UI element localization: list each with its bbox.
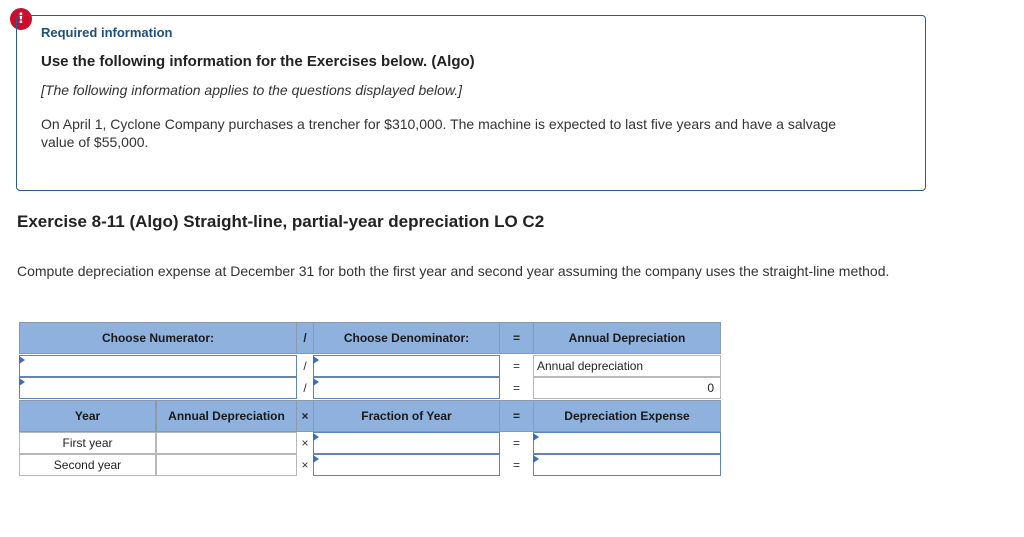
annual-depreciation-value: 0 — [533, 377, 721, 399]
equals-operator: = — [500, 377, 533, 399]
fraction-of-year-header: Fraction of Year — [313, 400, 500, 432]
annual-depreciation-label: Annual depreciation — [533, 355, 721, 377]
required-info-panel — [16, 15, 926, 191]
dropdown-marker-icon — [313, 356, 319, 364]
equals-header-2: = — [500, 400, 533, 432]
dropdown-marker-icon — [313, 378, 319, 386]
first-year-expense-input[interactable] — [533, 432, 721, 454]
dropdown-marker-icon — [313, 455, 319, 463]
denominator-select-1[interactable] — [313, 355, 500, 377]
denominator-select-2[interactable] — [313, 377, 500, 399]
exercise-title: Exercise 8-11 (Algo) Straight-line, partial-year depreciation LO C2 — [17, 212, 545, 231]
numerator-select-1[interactable] — [19, 355, 297, 377]
dropdown-marker-icon — [313, 433, 319, 441]
divide-operator: / — [297, 377, 313, 399]
second-year-label: Second year — [19, 454, 156, 476]
dropdown-marker-icon — [533, 433, 539, 441]
divide-operator: / — [297, 355, 313, 377]
times-operator: × — [297, 432, 313, 454]
exercise-instructions: Compute depreciation expense at December 31 for both the first year and second year assuming the company uses the straight-line method. — [17, 263, 890, 279]
equals-operator: = — [500, 355, 533, 377]
second-year-fraction-input[interactable] — [313, 454, 500, 476]
dropdown-marker-icon — [533, 455, 539, 463]
numerator-header: Choose Numerator: — [19, 322, 297, 354]
year-header: Year — [19, 400, 156, 432]
first-year-fraction-input[interactable] — [313, 432, 500, 454]
times-operator: × — [297, 454, 313, 476]
depreciation-expense-header: Depreciation Expense — [533, 400, 721, 432]
dropdown-marker-icon — [19, 378, 25, 386]
equals-operator: = — [500, 432, 533, 454]
required-info-heading: Required information — [41, 25, 173, 40]
annual-depreciation-col-header: Annual Depreciation — [156, 400, 297, 432]
second-year-expense-input[interactable] — [533, 454, 721, 476]
divide-header: / — [297, 322, 313, 354]
annual-depreciation-header: Annual Depreciation — [533, 322, 721, 354]
first-year-annual-depreciation-input[interactable] — [156, 432, 297, 454]
first-year-label: First year — [19, 432, 156, 454]
alert-icon: ! — [10, 8, 32, 30]
following-note: [The following information applies to the questions displayed below.] — [41, 82, 463, 98]
use-following-instruction: Use the following information for the Exercises below. (Algo) — [41, 53, 475, 70]
equals-header: = — [500, 322, 533, 354]
dropdown-marker-icon — [19, 356, 25, 364]
second-year-annual-depreciation-input[interactable] — [156, 454, 297, 476]
scenario-text: On April 1, Cyclone Company purchases a trencher for $310,000. The machine is expected to last five years and have a salvage value of $55,000. — [41, 116, 837, 150]
equals-operator: = — [500, 454, 533, 476]
times-header: × — [297, 400, 313, 432]
numerator-select-2[interactable] — [19, 377, 297, 399]
denominator-header: Choose Denominator: — [313, 322, 500, 354]
